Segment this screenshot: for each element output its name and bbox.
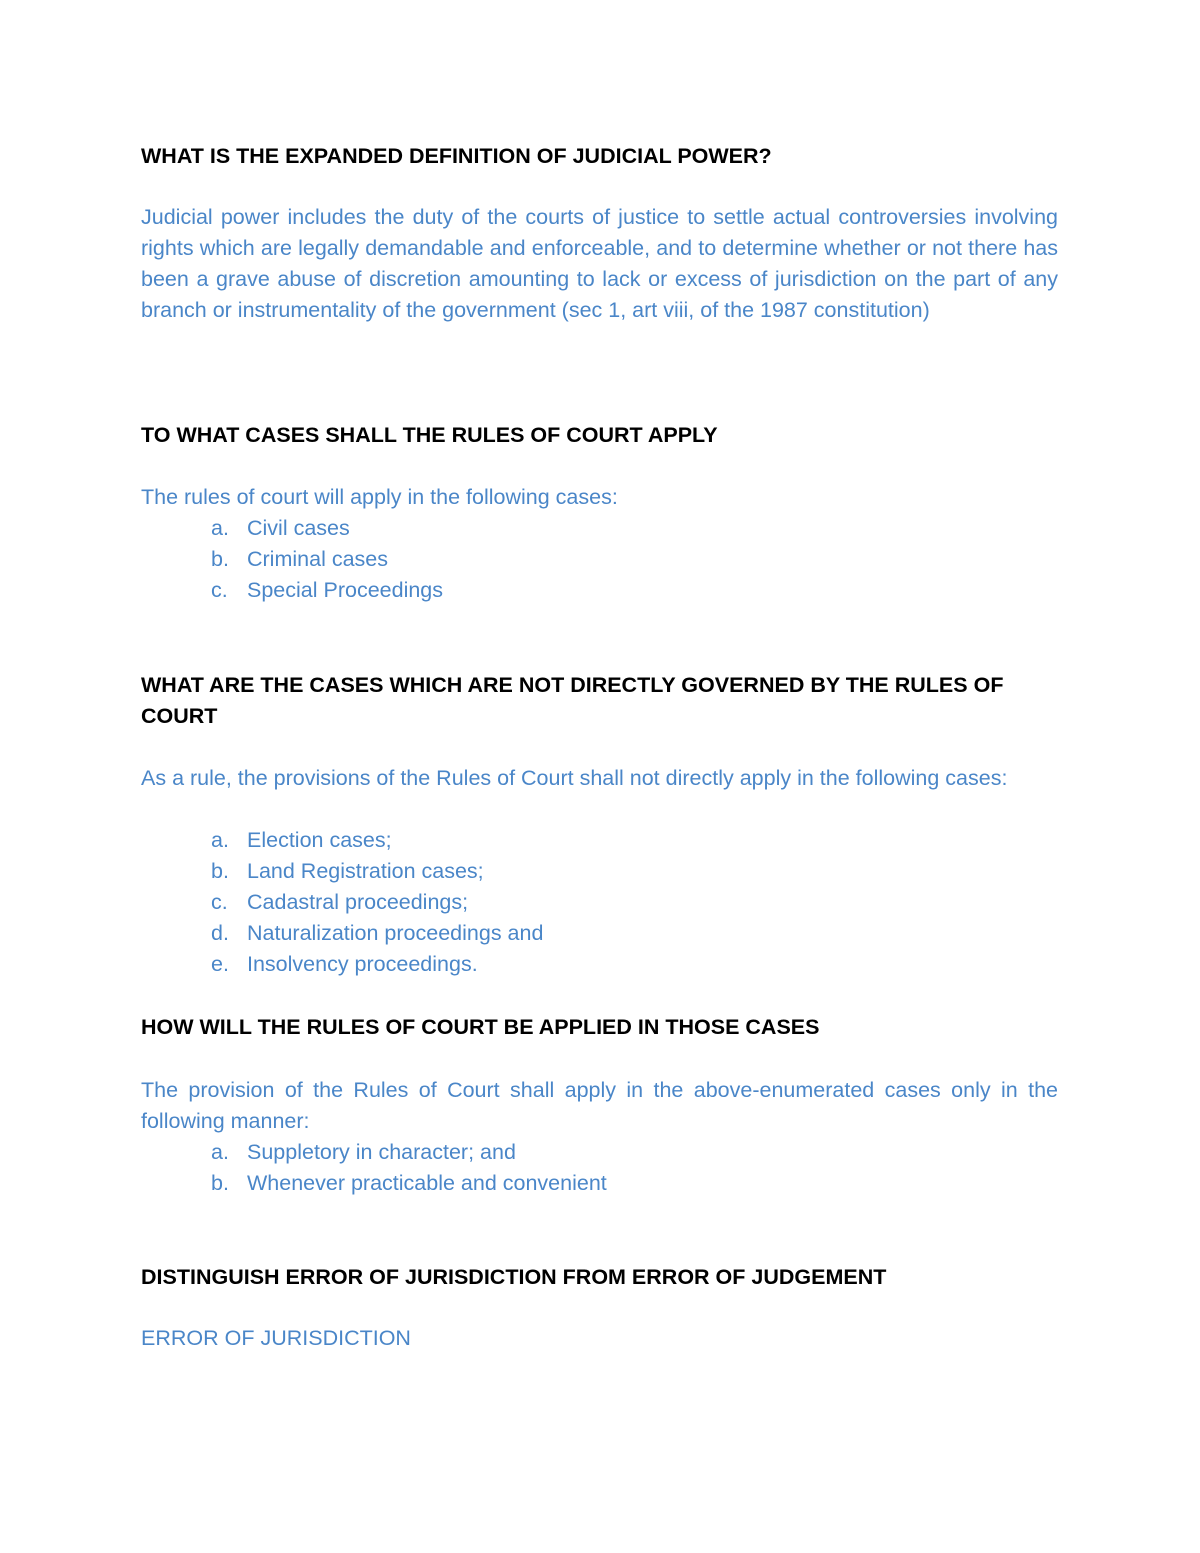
list-item-text: Special Proceedings bbox=[247, 578, 444, 602]
list-item-text: Suppletory in character; and bbox=[247, 1140, 516, 1164]
section-heading-not-governed: WHAT ARE THE CASES WHICH ARE NOT DIRECTLY GOVERNED BY THE RULES OF COURT bbox=[141, 673, 1004, 728]
list-marker: a. bbox=[211, 828, 229, 852]
list-item-text: Naturalization proceedings and bbox=[247, 921, 544, 945]
list-marker: c. bbox=[211, 890, 228, 914]
section-body-how-applied: The provision of the Rules of Court shall apply in the above-enumerated cases only in the following manner: bbox=[141, 1078, 1058, 1133]
list-marker: a. bbox=[211, 1140, 229, 1164]
list-item-text: Criminal cases bbox=[247, 547, 388, 571]
list-item-text: Election cases; bbox=[247, 828, 392, 852]
section-heading-distinguish-errors: DISTINGUISH ERROR OF JURISDICTION FROM ERROR OF JUDGEMENT bbox=[141, 1265, 887, 1289]
list-item-text: Whenever practicable and convenient bbox=[247, 1171, 607, 1195]
list-marker: b. bbox=[211, 1171, 229, 1195]
section-heading-judicial-power: WHAT IS THE EXPANDED DEFINITION OF JUDICIAL POWER? bbox=[141, 144, 772, 168]
list-item-text: Land Registration cases; bbox=[247, 859, 484, 883]
list-item-text: Cadastral proceedings; bbox=[247, 890, 469, 914]
section-heading-rules-apply: TO WHAT CASES SHALL THE RULES OF COURT APPLY bbox=[141, 423, 718, 447]
section-heading-how-applied: HOW WILL THE RULES OF COURT BE APPLIED IN THOSE CASES bbox=[141, 1015, 820, 1039]
list-marker: b. bbox=[211, 859, 229, 883]
section-body-not-governed: As a rule, the provisions of the Rules of Court shall not directly apply in the following cases: bbox=[141, 766, 1008, 790]
list-item-text: Civil cases bbox=[247, 516, 350, 540]
list-marker: c. bbox=[211, 578, 228, 602]
list-marker: b. bbox=[211, 547, 229, 571]
list-marker: d. bbox=[211, 921, 229, 945]
list-marker: e. bbox=[211, 952, 229, 976]
list-marker: a. bbox=[211, 516, 229, 540]
section-body-judicial-power: Judicial power includes the duty of the courts of justice to settle actual controversies involving rights which are legally demandable and enforceable, and to determine whether or not there has been a grave abuse of discretion amounting to lack or excess of jurisdiction on the part of any branch or instrumentality of the government (sec 1, art viii, of the 1987 constitution) bbox=[141, 205, 1058, 322]
section-body-error-of-jurisdiction: ERROR OF JURISDICTION bbox=[141, 1326, 411, 1350]
list-item-text: Insolvency proceedings. bbox=[247, 952, 478, 976]
section-body-rules-apply: The rules of court will apply in the following cases: bbox=[141, 485, 618, 509]
